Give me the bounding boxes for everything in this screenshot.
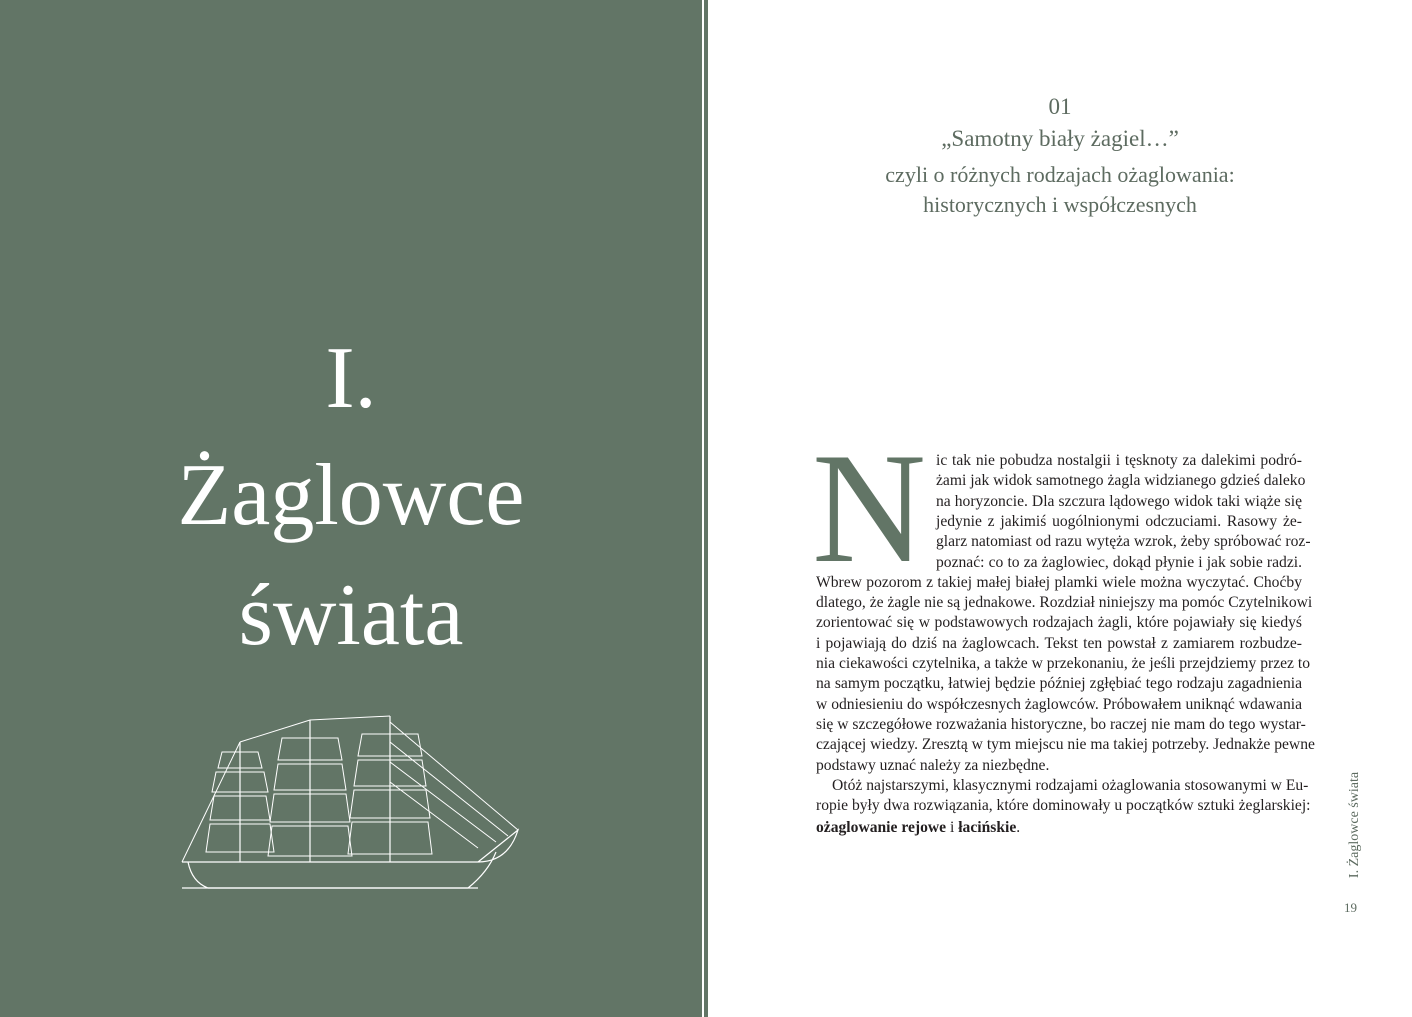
chapter-title-page: [0, 0, 702, 1017]
body-line: żami jak widok samotnego żagla widzianego gdzieś daleko: [936, 472, 1306, 490]
period: .: [1016, 819, 1021, 836]
body-line: podstawy uznać należy za niezbędne.: [816, 756, 1050, 774]
chapter-number: 01: [1048, 94, 1072, 119]
running-head: [1345, 770, 1365, 880]
body-line: glarz natomiast od razu wytęża wzrok, żeby spróbować roz-: [936, 533, 1311, 551]
body-line: zorientować się w podstawowych rodzajach żagli, które pojawiały się kiedyś: [816, 614, 1302, 632]
body-line: się w szczegółowe rozważania historyczne, bo raczej nie mam do tego wystar-: [816, 715, 1306, 733]
running-head-text: I. Żaglowce świata: [1347, 771, 1362, 879]
body-line: na samym początku, łatwiej będzie później zgłębiać tego rodzaju zagadnienia: [816, 675, 1302, 693]
body-line: jedynie z jakimiś uogólnionymi odczuciami. Rasowy że-: [936, 512, 1302, 530]
drop-cap: N: [812, 421, 927, 596]
body-line: dlatego, że żagle nie są jednakowe. Rozdział niniejszy ma pomóc Czytelnikowi: [816, 594, 1313, 612]
chapter-title: „Samotny biały żagiel…”: [941, 126, 1179, 151]
body-line: nia ciekawości czytelnika, a także w przekonaniu, że jeśli przejdziemy przez to: [816, 655, 1310, 672]
body-line: [816, 818, 1020, 838]
body-line: w odniesieniu do współczesnych żaglowców. Próbowałem uniknąć wdawania: [816, 695, 1302, 713]
term-square-rig: ożaglowanie rejowe: [816, 819, 947, 836]
body-line: ic tak nie pobudza nostalgii i tęsknoty za dalekimi podró-: [936, 452, 1302, 469]
part-number: I.: [325, 330, 377, 427]
body-line: na horyzoncie. Dla szczura lądowego widok taki wiąże się: [936, 492, 1302, 510]
chapter-subtitle-line-1: czyli o różnych rodzajach ożaglowania:: [885, 162, 1235, 187]
sailing-ship-illustration: [178, 712, 524, 896]
page-edge-strip: [704, 0, 708, 1017]
page-number: 19: [1344, 900, 1357, 915]
body-line: poznać: co to za żaglowiec, dokąd płynie i jak sobie radzi.: [936, 553, 1302, 571]
chapter-subtitle-line-2: historycznych i współczesnych: [923, 192, 1197, 217]
body-line: Otóż najstarszymi, klasycznymi rodzajami ożaglowania stosowanymi w Eu-: [832, 776, 1309, 794]
body-line: Wbrew pozorom z takiej małej białej plamki wiele można wyczytać. Choćby: [816, 573, 1302, 591]
body-line: czającej wiedzy. Zresztą w tym miejscu nie ma takiej potrzeby. Jednakże pewne: [816, 736, 1315, 754]
term-lateen-rig: łacińskie: [958, 819, 1017, 836]
part-title-line-2: świata: [238, 567, 464, 664]
conjunction: i: [946, 819, 959, 836]
part-title-line-1: Żaglowce: [177, 447, 525, 544]
body-line: ropie były dwa rozwiązania, które dominowały u początków sztuki żeglarskiej:: [816, 797, 1311, 815]
body-line: i pojawiają do dziś na żaglowcach. Tekst ten powstał z zamiarem rozbudze-: [816, 634, 1302, 652]
